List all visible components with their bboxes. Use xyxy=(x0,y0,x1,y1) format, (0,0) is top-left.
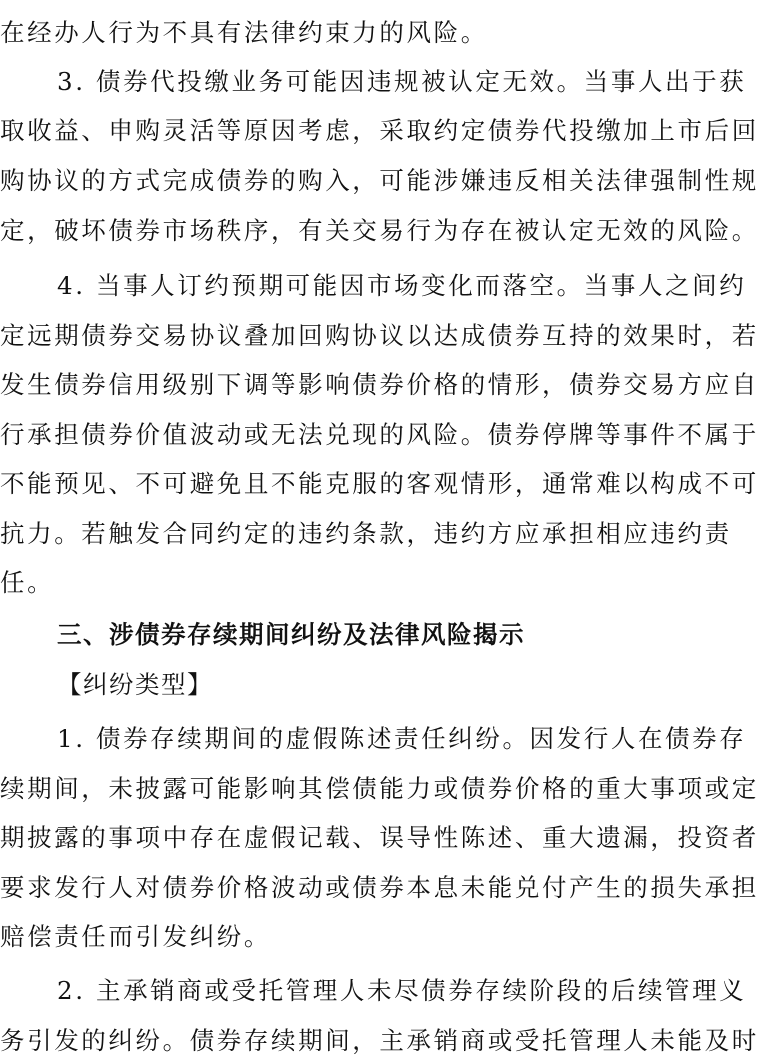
paragraph-4-line-4: 行承担债券价值波动或无法兑现的风险。债券停牌等事件不属于 xyxy=(0,420,759,449)
dispute-1-line-1: 1. 债券存续期间的虚假陈述责任纠纷。因发行人在债券存 xyxy=(57,724,747,753)
dispute-2-line-2: 务引发的纠纷。债券存续期间，主承销商或受托管理人未能及时 xyxy=(0,1026,759,1055)
dispute-1-line-2: 续期间，未披露可能影响其偿债能力或债券价格的重大事项或定 xyxy=(0,774,759,803)
paragraph-4-line-6: 抗力。若触发合同约定的违约条款，违约方应承担相应违约责 xyxy=(0,519,732,548)
paragraph-4-line-7: 任。 xyxy=(0,568,55,597)
paragraph-4-line-3: 发生债券信用级别下调等影响债券价格的情形，债券交易方应自 xyxy=(0,370,759,399)
dispute-1-line-5: 赔偿责任而引发纠纷。 xyxy=(0,922,271,951)
dispute-1-line-4: 要求发行人对债券价格波动或债券本息未能兑付产生的损失承担 xyxy=(0,873,759,902)
paragraph-4-line-2: 定远期债券交易协议叠加回购协议以达成债券互持的效果时，若 xyxy=(0,321,759,350)
dispute-2-line-1: 2. 主承销商或受托管理人未尽债券存续阶段的后续管理义 xyxy=(57,976,747,1005)
paragraph-3-line-3: 购协议的方式完成债券的购入，可能涉嫌违反相关法律强制性规 xyxy=(0,166,759,195)
paragraph-4-line-1: 4. 当事人订约预期可能因市场变化而落空。当事人之间约 xyxy=(57,271,747,300)
paragraph-3-line-2: 取收益、申购灵活等原因考虑，采取约定债券代投缴加上市后回 xyxy=(0,116,759,145)
paragraph-3-line-4: 定，破坏债券市场秩序，有关交易行为存在被认定无效的风险。 xyxy=(0,216,759,245)
paragraph-4-line-5: 不能预见、不可避免且不能克服的客观情形，通常难以构成不可 xyxy=(0,469,759,498)
dispute-1-line-3: 期披露的事项中存在虚假记载、误导性陈述、重大遗漏，投资者 xyxy=(0,823,759,852)
paragraph-3-line-1: 3. 债券代投缴业务可能因违规被认定无效。当事人出于获 xyxy=(57,67,747,96)
subsection-heading: 【纠纷类型】 xyxy=(57,670,213,699)
section-heading: 三、涉债券存续期间纠纷及法律风险揭示 xyxy=(57,620,525,649)
text-line-1: 在经办人行为不具有法律约束力的风险。 xyxy=(0,18,488,47)
